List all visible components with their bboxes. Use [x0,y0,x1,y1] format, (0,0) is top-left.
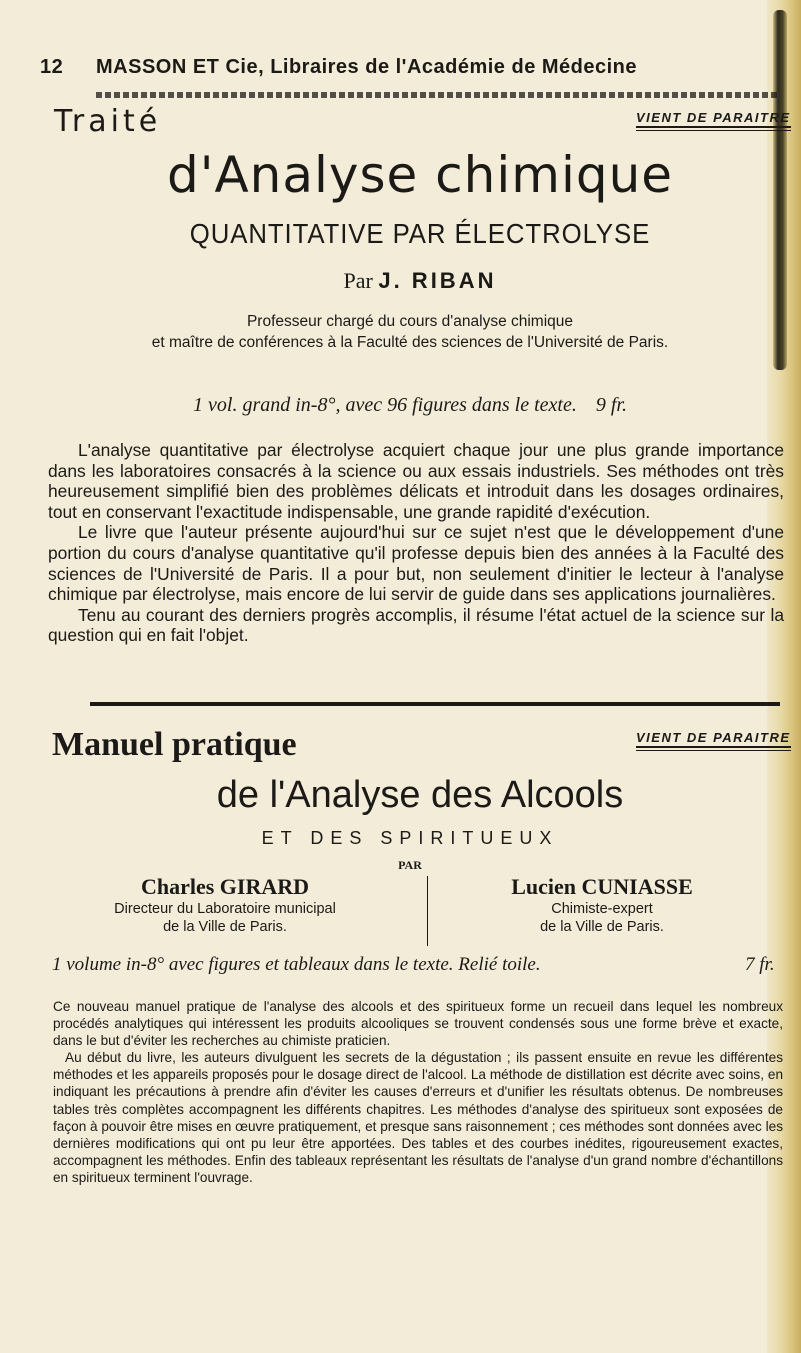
book2-author-left [60,874,390,936]
book1-title: d'Analyse chimique [166,146,674,204]
author-role: Directeur du Laboratoire municipal [114,901,336,917]
author-role: de la Ville de Paris. [540,919,664,935]
book1-description [48,440,784,646]
page-number: 12 [40,56,64,78]
book1-price: 9 fr. [595,394,627,416]
book2-paragraph: Ce nouveau manuel pratique de l'analyse des alcools et des spiritueux forme un recueil dans lequel les nombreux procédés analytiques qui intéressent les produits alcooliques se trouvent condensés sous une forme brève et exacte, dans le but d'éviter les recherches au chimiste praticien. [53,999,783,1049]
book1-paragraph: Le livre que l'auteur présente aujourd'hui sur ce sujet n'est que le développement d'une portion du cours d'analyse quantitative qu'il professe depuis bien des années à la Faculté des sciences de l'Université de Paris. Il a pour but, non seulement d'initier le lecteur à l'analyse chimique par électrolyse, mais encore de lui servir de guide dans ses applications journalières. [48,522,784,605]
section-divider [90,702,780,706]
header-rule [96,92,778,98]
publisher-line: MASSON ET Cie, Libraires de l'Académie de Médecine [96,56,638,78]
book1-paragraph: Tenu au courant des derniers progrès accomplis, il résume l'état actuel de la science sur la question qui en fait l'objet. [48,604,784,646]
book2-price: 7 fr. [745,954,775,975]
book1-format: 1 vol. grand in-8°, avec 96 figures dans le texte. [193,394,577,416]
author-role: de la Ville de Paris. [163,919,287,935]
author-separator [427,876,428,946]
book2-by-label: PAR [398,858,422,872]
book1-format-line [40,394,780,417]
book2-kicker: Manuel pratique [52,726,297,763]
book1-by-label: Par [343,268,373,293]
book2-paragraph: Au début du livre, les auteurs divulguent les secrets de la dégustation ; ils passent ensuite en revue les différentes méthodes et les appareils proposés pour le dosage direct de l'alcool. La méthode de distillation est décrite avec soins, en indiquant les précautions à prendre afin d'éviter les causes d'erreurs et d'unifier les résultats obtenus. De nombreuses tables très complètes accompagnent les différents chapitres. Les méthodes d'analyse des spiritueux sont exposées de façon à pouvoir être mises en œuvre pratiquement, et presque sans raisonnement ; ces méthodes sont données avec les dernières modifications qui ont pu leur être apportées. Des tables et des courbes inédites, rigoureusement exactes, accompagnent les méthodes. Enfin des tableaux représentant les résultats de l'analyse d'un grand nombre d'échantillons en spiritueux terminent l'ouvrage. [53,1050,783,1185]
book1-byline [60,268,780,294]
author-name: Lucien CUNIASSE [511,874,693,899]
book2-format: 1 volume in-8° avec figures et tableaux dans le texte. Relié toile. [52,954,541,975]
book1-kicker: Traité [54,104,162,139]
book2-status-badge [636,730,791,751]
author-name: Charles GIRARD [140,874,310,899]
book2-description [53,998,783,1186]
book1-subtitle: QUANTITATIVE PAR ÉLECTROLYSE [189,218,651,249]
book1-status-badge [636,110,791,131]
book1-author: J. RIBAN [378,268,497,293]
book1-paragraph: L'analyse quantitative par électrolyse acquiert chaque jour une plus grande importance dans les laboratoires consacrés à la science ou aux essais industriels. Ses méthodes ont très heureusement simplifié bien des problèmes délicats et introduit dans les dosages ordinaires, tout en conservant l'exactitude indispensable, une grande rapidité d'exécution. [48,440,784,522]
book2-format-line [52,954,782,976]
author-role: Chimiste-expert [551,901,653,917]
book1-status-text: VIENT DE PARAITRE [636,110,791,125]
book1-affiliation-1: Professeur chargé du cours d'analyse chimique [246,313,574,330]
book2-subtitle: ET DES SPIRITUEUX [261,828,559,848]
book2-status-text: VIENT DE PARAITRE [636,730,791,745]
book1-affiliation-2: et maître de conférences à la Faculté des sciences de l'Université de Paris. [151,334,669,351]
book2-author-right [442,874,762,936]
book2-title: de l'Analyse des Alcools [216,774,624,816]
